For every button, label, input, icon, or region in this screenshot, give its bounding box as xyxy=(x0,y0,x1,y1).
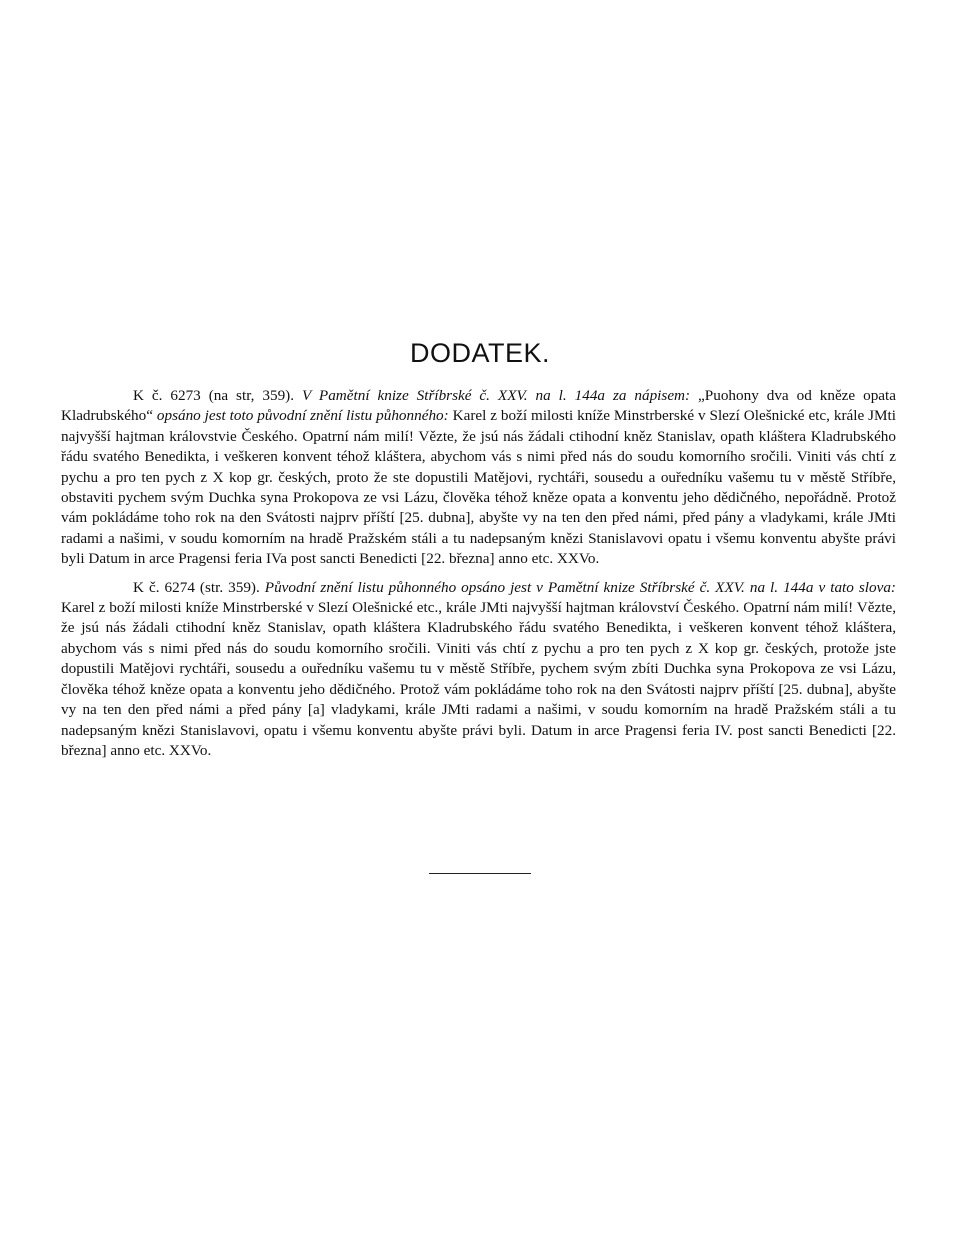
paragraph-text: Karel z boží milosti kníže Minstrberské v Slezí Olešnické etc., krále JMti najvyšší hajtman království Českého. Opatrní nám milí! Vězte, že jsú nás žádali ctihodní kněz Stanislav, opath kláštera Kladrubského řádu svatého Benedikta, i veškeren konvent téhož kláštera, abychom vás s nimi před nás do soudu komorního sročili. Viniti vás chtí z pychu a pro ten pych z X kop gr. českých, protože jste dopustili Matějovi rychtáři, sousedu a ouředníku vašemu tu v městě Stříbře, pychem svým zbíti Duchka syna Prokopova ze vsi Lázu, člověka téhož kněze opata a konventu jeho dědičného. Protož vám pokládáme toho rok na den Svátosti najprv příští [25. dubna], abyšte vy na ten den před námi a před pány [a] vladykami, krále JMti radami a našimi, v soudu komorním na hradě Pražském stáli a tu nadepsaným knězi Stanislavovi, opatu i všemu konventu abyšte právi byli. Datum in arce Pragensi feria IV. post sancti Benedicti [22. března] anno etc. XXVo. xyxy=(61,599,896,759)
source-citation: V Pamětní knize Stříbrské č. XXV. na l. 144a za nápisem: xyxy=(301,387,691,404)
document-body xyxy=(61,386,896,761)
source-citation: Původní znění listu půhonného opsáno jest v Pamětní knize Stříbrské č. XXV. na l. 144a v tato slova: xyxy=(264,578,896,596)
end-rule xyxy=(429,873,531,874)
record-reference: K č. 6273 (na str, 359). xyxy=(133,387,295,404)
paragraph-6273 xyxy=(61,386,896,570)
quoted-heading: „Puohony dva od kněze opata Kladrubského“ xyxy=(61,387,897,425)
page-title: DODATEK. xyxy=(409,338,550,368)
paragraph-6274 xyxy=(61,578,896,762)
source-note: opsáno jest toto původní znění listu půhonného: xyxy=(156,407,449,425)
paragraph-text: Karel z boží milosti kníže Minstrberské v Slezí Olešnické etc, krále JMti najvyšší hajtman královstvie Českého. Opatrní nám milí! Vězte, že jsú nás žádali ctihodní kněz Stanislav, opath kláštera Kladrubského řádu svatého Benedikta, i veškeren konvent téhož kláštera, abychom vás s nimi před nás do soudu komorního sročili. Viniti vás chtí z pychu a pro ten pych z X kop gr. českých, proto že ste dopustili Matějovi, rychtáři, sousedu a ouředníku vašemu tu v městě Stříbře, obstaviti pychem svým Duchka syna Prokopova ze vsi Lázu, člověka téhož kněze opata a konventu jeho dědičného, nepořádně. Protož vám pokládáme toho rok na den Svátosti najprv příští [25. dubna], abyšte vy na ten den před námi, před pány a vladykami, krále JMti radami a našimi, v soudu komorním na hradě Pražském stáli a tu nadepsaným knězi Stanislavovi opatu i všemu konventu abyšte právi byli Datum in arce Pragensi feria IVa post sancti Benedicti [22. března] anno etc. XXVo. xyxy=(61,407,896,568)
record-reference: K č. 6274 (str. 359). xyxy=(133,578,260,596)
